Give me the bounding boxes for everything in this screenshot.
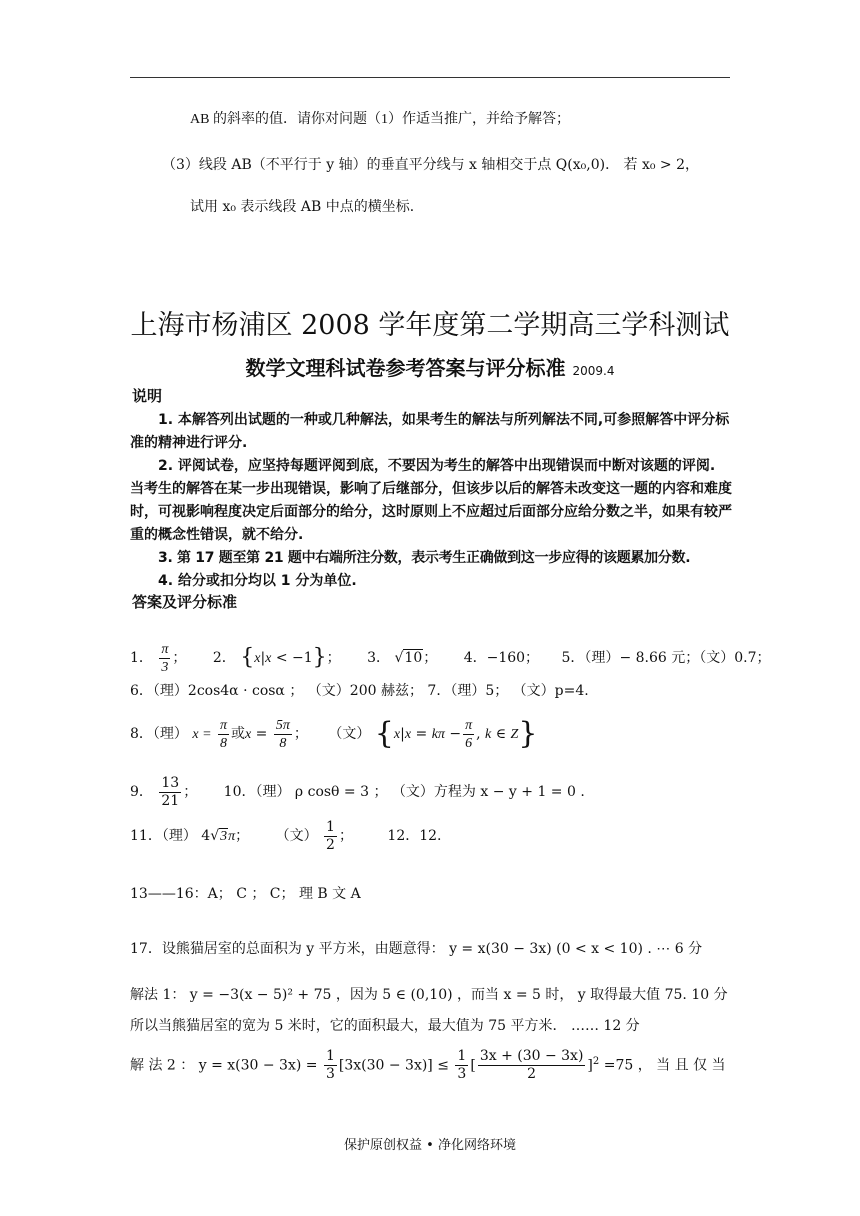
- q17-line-4-a: 解 法 2 ： y = x(30 − 3x) =: [130, 1057, 318, 1074]
- doc-subtitle: [0, 352, 860, 381]
- answer-8-li: x =: [192, 727, 212, 742]
- answer-11-li: 4√3π: [201, 828, 236, 844]
- answer-row-3: 8．（理） x = $\frac{\pi}{8}$ 或x = $\frac{5\pi}{8}$ ； （文） {x|x = kπ − $\frac{\pi}{6}$ , k ∈ Z}: [130, 716, 538, 751]
- answer-5-value: − 8.66 元；（文）0.7；: [619, 650, 771, 666]
- answer-row-4: 9． $\frac{13}{21}$ ； 10．（理） ρ cosθ = 3 ； （文）方程为 x − y + 1 = 0 .: [130, 774, 585, 809]
- q17-line-2: 解法 1： y = −3(x − 5)² + 75 ，因为 5 ∈ (0,10) ，而当 x = 5 时， y 取得最大值 75. 10 分: [130, 987, 728, 1003]
- answer-12: 12．12.: [387, 828, 442, 844]
- answer-row-2: 6．（理）2cos4α · cosα ； （文）200 赫兹； 7．（理）5； （文）p=4.: [130, 683, 589, 699]
- q17-line-1: 17．设熊猫居室的总面积为 y 平方米，由题意得： y = x(30 − 3x) (0 < x < 10) . ⋯ 6 分: [130, 941, 703, 957]
- q17-line-3: 所以当熊猫居室的宽为 5 米时，它的面积最大，最大值为 75 平方米． …… 12 分: [130, 1018, 640, 1034]
- answer-5-number: 5．（理）: [561, 650, 620, 666]
- subtitle-text: 数学文理科试卷参考答案与评分标准: [245, 356, 566, 380]
- answer-9-prefix: 9．: [130, 784, 153, 800]
- page-footer: 保护原创权益 • 净化网络环境: [344, 1138, 516, 1153]
- answers-heading: 答案及评分标准: [132, 593, 238, 611]
- q17-line-4-c: =75 ， 当 且 仅 当: [603, 1057, 726, 1074]
- notes-item-3: 3. 第 17 题至第 21 题中右端所注分数，表示考生正确做到这一步应得的该题累加分数.: [158, 550, 691, 566]
- answer-8-frac-2: $\frac{5\pi}{8}$: [275, 717, 290, 751]
- doc-title: 上海市杨浦区 2008 学年度第二学期高三学科测试: [130, 310, 730, 341]
- answer-3-sqrt: √10: [394, 650, 423, 666]
- prev-line-2: （3）线段 AB（不平行于 y 轴）的垂直平分线与 x 轴相交于点 Q(x₀,0)． 若 x₀ > 2，: [162, 157, 700, 173]
- answer-9-fraction: $\frac{13}{21}$: [161, 774, 180, 809]
- answer-8-wen-label: （文）: [328, 726, 371, 742]
- q17-frac-2: $\frac{1}{3}$: [457, 1048, 467, 1083]
- prev-line-1: AB 的斜率的值．请你对问题（1）作适当推广，并给予解答；: [190, 112, 570, 127]
- answer-4-value: −160；: [486, 650, 540, 666]
- answer-11-wen-fraction: $\frac{1}{2}$: [326, 818, 335, 853]
- notes-heading: 说明: [132, 387, 163, 405]
- answer-10: 10．（理） ρ cosθ = 3 ； （文）方程为 x − y + 1 = 0 .: [223, 784, 585, 800]
- notes-item-2: 2. 评阅试卷，应坚持每题评阅到底，不要因为考生的解答中出现错误而中断对该题的评阅. 当考生的解答在某一步出现错误，影响了后继部分，但该步以后的解答未改变这一题的内容和难度时，可视影响程度决定后面部分的给分，这时原则上不应超过后面部分应给分数之半，如果有较严重的概念性错误，就不给分.: [130, 458, 732, 543]
- answer-11-prefix: 11．（理）: [130, 828, 197, 844]
- answer-8-prefix: 8．（理）: [130, 726, 188, 742]
- subtitle-date: 2009.4: [572, 364, 615, 378]
- q17-frac-1: $\frac{1}{3}$: [325, 1048, 335, 1083]
- answer-1-fraction: $\frac{\pi}{3}$: [161, 641, 169, 675]
- notes-item-1: 1. 本解答列出试题的一种或几种解法，如果考生的解法与所列解法不同,可参照解答中评分标准的精神进行评分.: [130, 412, 730, 451]
- answer-1-number: 1．: [130, 650, 153, 666]
- q17-line-4-b: [3x(30 − 3x)] ≤: [338, 1057, 449, 1074]
- q17-line-4: 解 法 2 ： y = x(30 − 3x) = $\frac{1}{3}$ [3x(30 − 3x)] ≤ $\frac{1}{3}$ [ $\frac{3x + (30 - 3x)}{2}$ ]$^2$ =75 ， 当 且 仅 当: [130, 1048, 726, 1083]
- header-rule: [130, 77, 730, 78]
- answer-2-set: {x|x < −1}: [240, 645, 327, 670]
- notes-item-4: 4. 给分或扣分均以 1 分为单位.: [158, 573, 357, 589]
- answer-row-5: 11．（理） 4√3π； （文） $\frac{1}{2}$ ； 12．12.: [130, 818, 442, 853]
- q17-frac-3: $\frac{3x + (30 - 3x)}{2}$: [479, 1048, 584, 1083]
- answer-4-number: 4．: [463, 650, 487, 666]
- prev-line-3: 试用 x₀ 表示线段 AB 中点的横坐标．: [190, 199, 424, 215]
- answer-2-number: 2．: [212, 650, 236, 666]
- answer-row-6: 13——16：A； C ； C； 理 B 文 A: [130, 886, 361, 902]
- answer-8-wen-set: {x|x = kπ − $\frac{\pi}{6}$ , k ∈ Z}: [374, 716, 538, 751]
- answer-3-number: 3．: [367, 650, 391, 666]
- answer-row-1: 1． $\frac{\pi}{3}$ ； 2． {x|x < −1}； 3． √10； 4．−160； 5．（理）− 8.66 元；（文）0.7；: [130, 641, 771, 675]
- answer-8-frac-1: $\frac{\pi}{8}$: [220, 717, 228, 751]
- answer-11-wen-label: （文）: [275, 828, 318, 844]
